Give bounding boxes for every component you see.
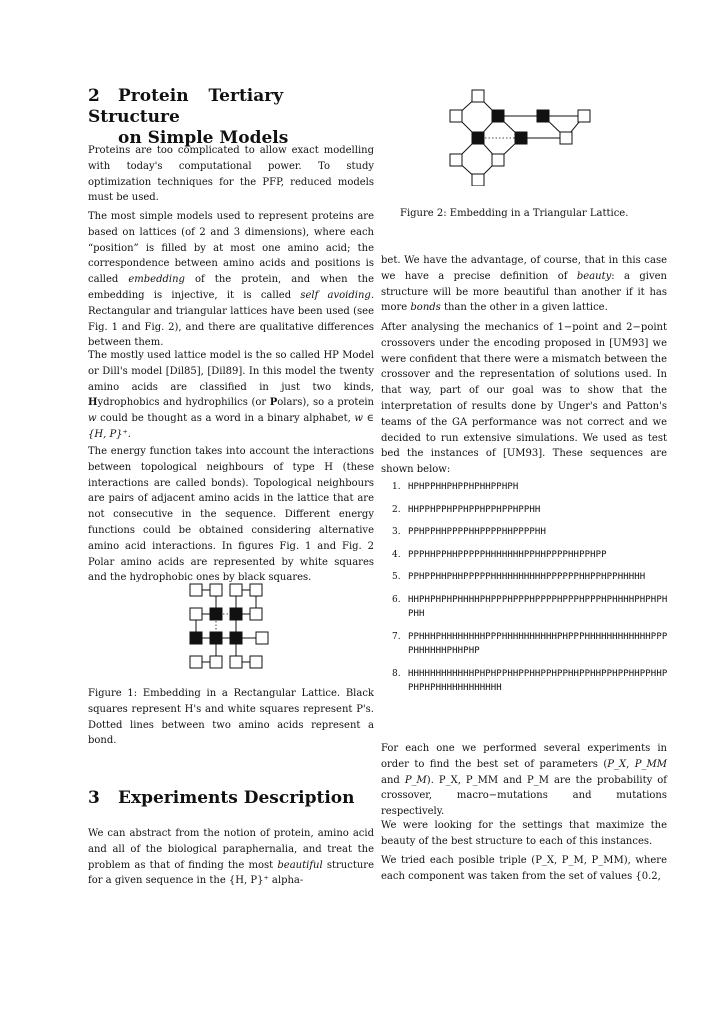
fig1-h-square [230,608,242,620]
sequence-string: PPHPPHHPHHPPPPPHHHHHHHHHHPPPPPPHHPPHPPHHHHH [408,572,646,582]
section-2-paragraph-4 [88,444,374,586]
sequence-string: HPHPPHHPHPPHPHHPPHPH [408,482,519,492]
s3p1-text-b: structure for a given sequence in the {H, P}⁺ alpha- [88,859,374,887]
sequence-string: PPHPPHHPPPPHHPPPPHHPPPPHH [408,527,546,537]
fig2-p-square [492,154,504,166]
r-p3-pmm: P_MM [634,758,667,770]
r-p3-text-a: For each one we performed several experiments in order to find the best set of parameters ( [381,743,667,770]
sequence-item [392,548,682,563]
sequence-number: 1. [392,482,401,492]
r-p3-and: and [381,774,405,786]
r-p1-text-b: : a given structure will be more beautiful than another if it has more [381,270,667,314]
fig2-h-square [537,110,549,122]
fig2-chain-e [498,116,566,138]
r-p1-text-c: than the other in a given lattice. [440,302,608,314]
fig1-h-square [230,632,242,644]
s3p1-term-beautiful: beautiful [277,859,323,871]
r-p1-term-beauty: beauty [576,270,612,282]
fig2-p-square [560,132,572,144]
fig2-h-square [472,132,484,144]
fig1-p-square [190,584,202,596]
sequence-number: 2. [392,504,401,515]
p2-text-a: The most simple models used to represent proteins are based on lattices (of 2 and 3 dimensions), where each “position” is filled by at most one amino acid; the correspondence between amino acids and positions is called [88,211,374,286]
sequence-item [392,667,682,696]
right-paragraph-5-text: We tried each posible triple (P_X, P_M, P_MM), where each component was taken from the set of values {0.2, [381,855,667,882]
r-p1-term-bonds: bonds [410,302,441,314]
sequence-item [392,525,682,540]
sequence-string: PPPHHPPHHPPPPPHHHHHHHPPHHPPPPHHPPHPP [408,549,607,560]
p3-text-b: ydrophobics and hydrophilics (or [97,397,270,409]
sequence-item [392,593,682,622]
section-3-heading [88,788,378,809]
fig2-p-square [472,174,484,186]
fig2-p-square [578,110,590,122]
fig1-h-square [190,632,202,644]
section-3-paragraph-1 [88,826,374,889]
figure-2-caption [400,206,628,222]
fig1-chain-left [196,590,216,662]
figure-1-rectangular-lattice [180,578,280,670]
p2-term-embedding: embedding [128,274,185,286]
fig2-h-square [515,132,527,144]
fig1-p-square [210,584,222,596]
p2-term-self-avoiding: self avoiding [300,289,371,301]
r-p3-text-b: ). P_X, P_MM and P_M are the probability of crossover, macro−mutations and mutations respectively. [381,774,667,818]
sequence-number: 5. [392,572,401,582]
p3-letter-p: P [269,397,278,409]
fig1-p-square [256,632,268,644]
fig2-h-square [492,110,504,122]
fig2-p-square [450,154,462,166]
section-2-paragraph-3 [88,348,374,443]
fig1-p-square [230,584,242,596]
p3-text-c: olars), so a protein [277,397,374,409]
section-2-number: 2 [88,86,100,106]
section-2-paragraph-1-text: Proteins are too complicated to allow exact modelling with today's computational power. To study optimization techniques for the PFP, reduced models must be used. [88,145,374,204]
figure-1-caption-text: Figure 1: Embedding in a Rectangular Lattice. Black squares represent H's and white squares represent P's. Dotted lines between two amino acids represent a bond. [88,688,374,747]
fig2-chain-f [521,116,584,138]
sequence-item [392,503,682,518]
sequence-item [392,570,682,585]
right-paragraph-2 [381,320,667,478]
sequence-item [392,630,682,659]
sequence-list [392,480,682,704]
sequence-number: 8. [392,668,401,679]
figure-2-caption-text: Figure 2: Embedding in a Triangular Lattice. [400,208,629,219]
s3p1-text-a: We can abstract from the notion of protein, amino acid and all of the biological paraphernalia, and treat the problem as that of finding the most [88,828,374,871]
fig1-h-square [210,632,222,644]
sequence-number: 6. [392,594,401,605]
figure-1-caption [88,686,374,749]
section-2-title-line1: Protein Tertiary Structure [88,86,284,127]
section-2-paragraph-1 [88,143,374,206]
r-p3-sep: , [626,758,635,770]
r-p1-text-a: bet. We have the advantage, of course, that in this case we have a precise definition of [381,255,667,282]
fig1-p-square [250,584,262,596]
right-paragraph-3 [381,741,667,820]
right-paragraph-4-text: We were looking for the settings that maximize the beauty of the best structure to each of this instances. [381,820,667,847]
p3-text-d: could be thought as a word in a binary alphabet, [96,413,355,425]
sequence-number: 3. [392,527,401,537]
section-3-number: 3 [88,788,100,808]
sequence-string: HHHHHHHHHHHHPHPHPPHHPPHHPPHPPHHPPHHPPHPPHHPPHHPPHPHPHHHHHHHHHHHH [408,668,668,693]
r-p3-px: P_X [607,758,627,770]
fig2-p-square [472,90,484,102]
section-3-title: Experiments Description [118,788,355,808]
right-paragraph-4 [381,818,667,850]
p2-text-b: of the protein, and when the embedding is injective, it is called [88,274,374,301]
p3-letter-h: H [88,397,98,409]
section-2-paragraph-4-text: The energy function takes into account the interactions between topological neighbours of type H (these interactions are called bonds). Topological neighbours are pairs of adjacent amino acids in the lattice that are not consecutive in the sequence. Different energy functions could be obtained considering alternative amino acid interactions. In figures Fig. 1 and Fig. 2 Polar amino acids are represented by white squares and the hydrophobic ones by black squares. [88,446,374,584]
fig1-p-square [230,656,242,668]
right-paragraph-5 [381,853,667,885]
fig1-p-square [250,608,262,620]
right-paragraph-2-text: After analysing the mechanics of 1−point and 2−point crossovers under the encoding proposed in [UM93] we were confident that there were a mismatch between the crossover and the representation of solutions used. In that way, part of our goal was to show that the interpretation of results done by Unger's and Patton's teams of the GA performance was not correct and we decided to run extensive simulations. We used as test bed the instances of [UM93]. These sequences are shown below: [381,322,667,476]
fig1-p-square [210,656,222,668]
section-2-heading [88,86,378,149]
fig1-p-square [190,608,202,620]
fig1-p-square [190,656,202,668]
sequence-string: PPHHHPHHHHHHHHPPPHHHHHHHHHHPHPPPHHHHHHHHHHHHPPPPHHHHHHPHHPHP [408,631,668,656]
sequence-string: HHPPHPPHPPHPPHPPHPPHPPHH [408,504,541,515]
fig2-p-square [450,110,462,122]
p3-text-a: The mostly used lattice model is the so called HP Model or Dill's model [Dil85], [Dil89]. In this model the twenty amino acids are classified in just two kinds, [88,350,374,393]
p3-var-w: w [88,413,97,425]
p3-formula: w ∈ {H, P}⁺. [88,413,374,440]
figure-2-triangular-lattice [446,86,596,186]
fig1-p-square [250,656,262,668]
sequence-string: HHPHPHPHPHHHHPHPPPHPPPHPPPPHPPPHPPPHPHHHHPHPHPHPHH [408,594,668,619]
sequence-number: 7. [392,631,401,642]
section-2-paragraph-2 [88,209,374,351]
fig2-chain-c [456,116,478,180]
r-p3-pm: P_M [404,774,427,786]
fig1-h-square [210,608,222,620]
right-paragraph-1 [381,253,667,316]
section-2-title-line2: on Simple Models [118,128,289,148]
p2-text-c: . Rectangular and triangular lattices have been used (see Fig. 1 and Fig. 2), and there are qualitative differences between them. [88,289,375,349]
sequence-number: 4. [392,549,401,560]
sequence-item [392,480,682,495]
